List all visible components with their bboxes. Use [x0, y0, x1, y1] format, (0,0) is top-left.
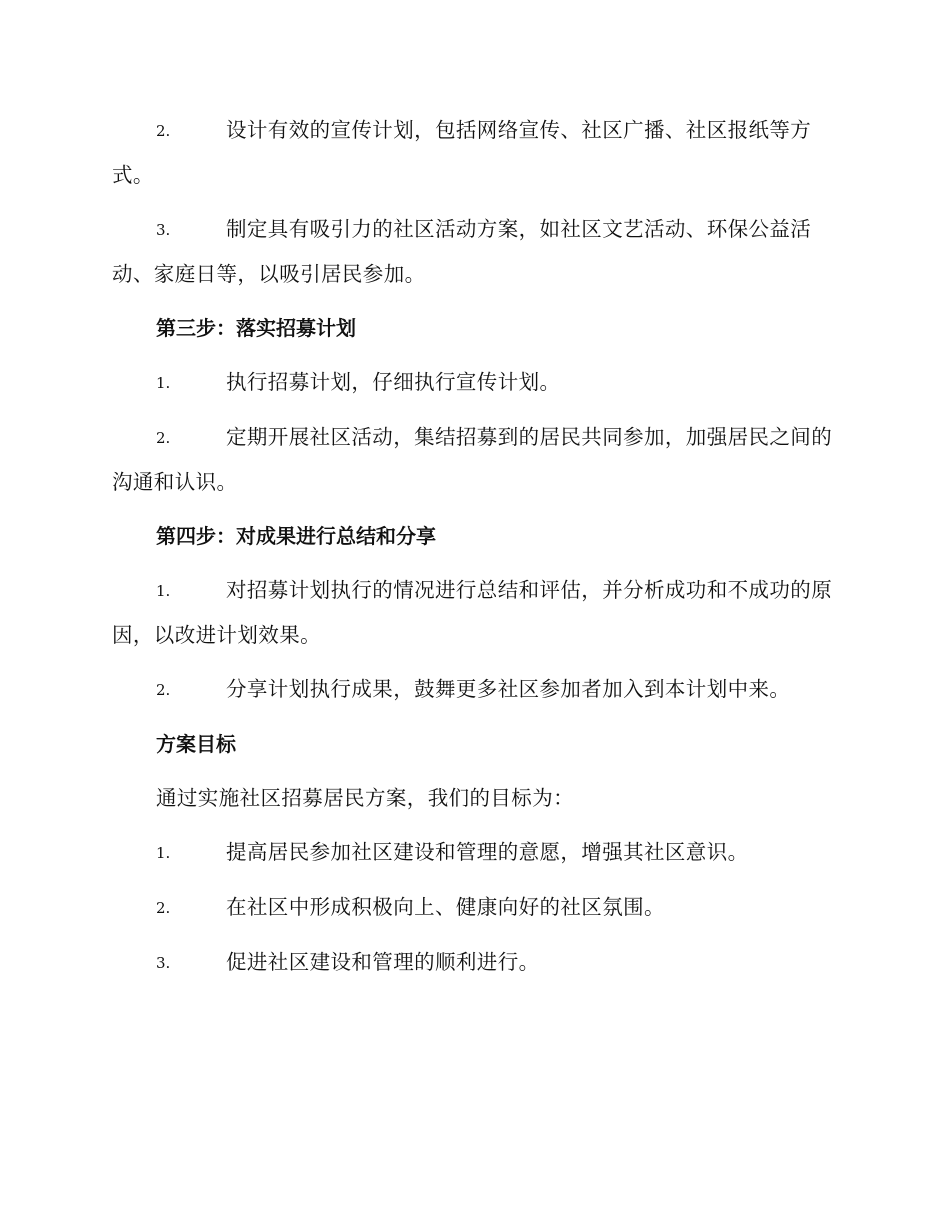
list-number: 3.: [156, 221, 171, 239]
list-item: [112, 207, 836, 296]
list-number: 2.: [156, 122, 171, 140]
section-heading-step3: 第三步：落实招募计划: [156, 316, 356, 340]
list-number: 2.: [156, 899, 171, 917]
list-item: [112, 667, 836, 712]
list-text: 促进社区建设和管理的顺利进行。: [226, 950, 540, 974]
list-number: 2.: [156, 681, 171, 699]
list-text: 定期开展社区活动，集结招募到的居民共同参加，加强居民之间的沟通和认识。: [112, 425, 833, 494]
list-item: [112, 830, 836, 875]
list-number: 3.: [156, 954, 171, 972]
list-text: 设计有效的宣传计划，包括网络宣传、社区广播、社区报纸等方式。: [112, 118, 812, 187]
list-item: [112, 885, 836, 930]
document-page: [112, 108, 836, 995]
section-heading-goals: 方案目标: [156, 732, 236, 756]
list-item: [112, 360, 836, 405]
list-number: 1.: [156, 374, 171, 392]
list-number: 1.: [156, 582, 171, 600]
list-item: [112, 568, 836, 657]
list-item: [112, 940, 836, 985]
list-text: 在社区中形成积极向上、健康向好的社区氛围。: [226, 895, 665, 919]
list-number: 1.: [156, 844, 171, 862]
list-item: [112, 108, 836, 197]
section-heading-step4: 第四步：对成果进行总结和分享: [156, 524, 436, 548]
list-item: [112, 415, 836, 504]
list-text: 提高居民参加社区建设和管理的意愿，增强其社区意识。: [226, 840, 749, 864]
list-text: 执行招募计划，仔细执行宣传计划。: [226, 370, 561, 394]
list-text: 分享计划执行成果，鼓舞更多社区参加者加入到本计划中来。: [226, 677, 791, 701]
list-text: 对招募计划执行的情况进行总结和评估，并分析成功和不成功的原因，以改进计划效果。: [112, 578, 833, 647]
goals-intro: 通过实施社区招募居民方案，我们的目标为：: [156, 786, 574, 810]
list-number: 2.: [156, 429, 171, 447]
list-text: 制定具有吸引力的社区活动方案，如社区文艺活动、环保公益活动、家庭日等，以吸引居民参加。: [112, 217, 812, 286]
